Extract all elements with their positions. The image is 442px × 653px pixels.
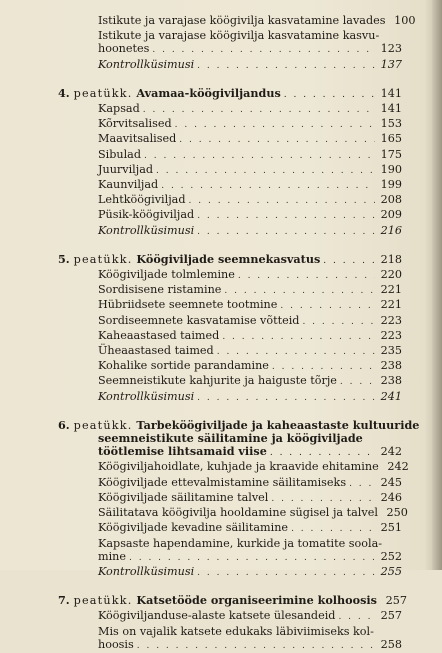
entry-title-cont: mine: [98, 549, 127, 563]
entry-page: 258: [380, 637, 402, 651]
entry-title: Istikute ja varajase köögivilja kasvatamine lavades: [98, 14, 386, 27]
toc-kontroll: [58, 565, 402, 580]
toc-kontroll: [58, 58, 402, 73]
entry-title: Istikute ja varajase köögivilja kasvatamine kasvu-: [98, 29, 380, 43]
entry-page: 221: [380, 283, 402, 297]
entry-page: 199: [380, 178, 402, 192]
toc-entry: [58, 29, 402, 42]
chapter-4: [58, 87, 402, 102]
toc-entry: [58, 537, 402, 550]
toc-entry: [58, 476, 402, 491]
entry-title: Kohalike sortide parandamine: [98, 359, 269, 373]
entry-title: Juurviljad: [98, 162, 154, 176]
entry-page: 153: [380, 117, 402, 131]
toc-entry: [58, 314, 402, 329]
entry-title: Maavitsalised: [98, 132, 177, 146]
chapter-title: Katsetööde organiseerimine kolhoosis: [136, 593, 377, 608]
entry-page: 251: [380, 521, 402, 535]
entry-title: Kapsad: [98, 102, 140, 116]
entry-title: Kapsaste hapendamine, kurkide ja tomatite soola-: [98, 536, 383, 550]
kontroll-label: Kontrollküsimusi: [98, 223, 195, 237]
entry-page: 165: [380, 132, 402, 146]
toc-entry: [58, 14, 416, 29]
entry-page: 223: [380, 313, 402, 327]
entry-title: Köögiviljade säilitamine talvel: [98, 490, 269, 504]
entry-page: 245: [380, 475, 402, 489]
entry-title: Sibulad: [98, 147, 142, 161]
entry-page: 241: [380, 389, 402, 403]
chapter-heading: [58, 253, 402, 268]
toc-entry-continuation: [58, 638, 402, 653]
chapter-number: 7.: [58, 593, 70, 608]
kontroll-label: Kontrollküsimusi: [98, 564, 195, 578]
chapter-number: 4.: [58, 85, 70, 100]
toc-entry: [58, 283, 402, 298]
toc-entry: [58, 193, 402, 208]
entry-page: 250: [386, 506, 408, 520]
toc-entry: [58, 506, 408, 521]
entry-page: 257: [380, 609, 402, 623]
entry-page: 246: [380, 490, 402, 504]
entry-page: 238: [380, 374, 402, 388]
kontroll-label: Kontrollküsimusi: [98, 389, 195, 403]
toc-entry: [58, 268, 402, 283]
page-gutter: [432, 0, 442, 570]
toc-entry: [58, 374, 402, 389]
toc-kontroll: [58, 224, 402, 239]
toc-entry: [58, 491, 402, 506]
toc-entry: [58, 359, 402, 374]
table-of-contents: [58, 14, 420, 653]
entry-title: Üheaastased taimed: [98, 344, 214, 358]
entry-title: Köögiviljade kevadine säilitamine: [98, 521, 289, 535]
entry-page: 235: [380, 344, 402, 358]
entry-title: Kaheaastased taimed: [98, 328, 220, 342]
toc-entry: [58, 329, 402, 344]
chapter-label: peatükk.: [73, 418, 133, 432]
chapter-title-line-2: seemneistikute säilitamine ja köögiviljade: [98, 431, 363, 446]
entry-title: Sordisisene ristamine: [98, 283, 222, 297]
toc-entry: [58, 344, 402, 359]
toc-entry: [58, 460, 409, 475]
entry-page: 255: [380, 564, 402, 578]
entry-title: Püsik-köögiviljad: [98, 208, 195, 222]
toc-kontroll: [58, 390, 402, 405]
entry-page: 220: [380, 268, 402, 282]
chapter-6: [58, 417, 420, 461]
entry-page: 221: [380, 298, 402, 312]
entry-page: 137: [380, 57, 402, 71]
toc-entry: [58, 521, 402, 536]
toc-entry: [58, 132, 402, 147]
entry-title: Köögiviljade ettevalmistamine säilitamiseks: [98, 475, 347, 489]
chapter-label: peatükk.: [73, 594, 133, 608]
chapter-title: Avamaa-köögiviljandus: [136, 85, 281, 100]
toc-entry: [58, 102, 402, 117]
chapter-label: peatükk.: [73, 252, 133, 266]
toc-entry: [58, 148, 402, 163]
entry-page: 208: [380, 193, 402, 207]
entry-title: Köögiviljahoidlate, kuhjade ja kraavide ehitamine: [98, 460, 379, 474]
entry-page: 252: [380, 549, 402, 563]
toc-entry: [58, 163, 402, 178]
entry-title: Kaunviljad: [98, 178, 159, 192]
entry-page: 175: [380, 147, 402, 161]
chapter-title: Köögiviljade seemnekasvatus: [136, 251, 321, 266]
chapter-7: [58, 593, 407, 609]
entry-page: 190: [380, 162, 402, 176]
entry-page: 123: [380, 42, 402, 56]
toc-entry: [58, 178, 402, 193]
entry-title: Köögiviljade tolmlemine: [98, 268, 235, 282]
toc-entry: [58, 117, 402, 132]
chapter-heading: [58, 593, 407, 609]
chapter-title: Tarbeköögiviljade ja kaheaastaste kultuuride: [136, 417, 420, 432]
chapter-label: peatükk.: [73, 86, 133, 100]
chapter-number: 5.: [58, 251, 70, 266]
toc-entry: [58, 298, 402, 313]
entry-page: 141: [380, 102, 402, 116]
entry-page: 209: [380, 208, 402, 222]
toc-entry-continuation: [58, 42, 402, 57]
entry-page: 223: [380, 328, 402, 342]
chapter-number: 6.: [58, 417, 70, 432]
entry-page: 216: [380, 223, 402, 237]
chapter-heading: [58, 87, 402, 102]
entry-title: Seemneistikute kahjurite ja haiguste tõrje: [98, 374, 337, 388]
entry-title: Säilitatava köögivilja hooldamine sügisel ja talvel: [98, 506, 378, 520]
entry-page: 100: [394, 14, 416, 27]
chapter-page: 257: [385, 594, 407, 608]
entry-title: Hübriidsete seemnete tootmine: [98, 298, 278, 312]
chapter-page: 218: [380, 252, 402, 266]
entry-title: Köögiviljanduse-alaste katsete ülesandeid: [98, 609, 336, 623]
chapter-page: 242: [380, 445, 402, 459]
entry-page: 242: [387, 460, 409, 474]
entry-title: Lehtköögiviljad: [98, 193, 186, 207]
chapter-title-line-3: töötlemise lihtsamaid viise . . . 242: [58, 445, 402, 460]
toc-entry-continuation: [58, 550, 402, 565]
entry-page: 238: [380, 359, 402, 373]
toc-entry: [58, 208, 402, 223]
entry-title: Sordiseemnete kasvatamise võtteid: [98, 313, 300, 327]
toc-entry: [58, 625, 402, 638]
entry-title-cont: hoosis: [98, 637, 134, 651]
chapter-5: [58, 253, 402, 268]
entry-title: Mis on vajalik katsete edukaks läbiviimiseks kol-: [98, 624, 374, 638]
kontroll-label: Kontrollküsimusi: [98, 57, 195, 71]
entry-title-cont: hoonetes: [98, 42, 150, 56]
chapter-page: 141: [380, 86, 402, 100]
entry-title: Kõrvitsalised: [98, 117, 172, 131]
toc-entry: [58, 609, 402, 624]
